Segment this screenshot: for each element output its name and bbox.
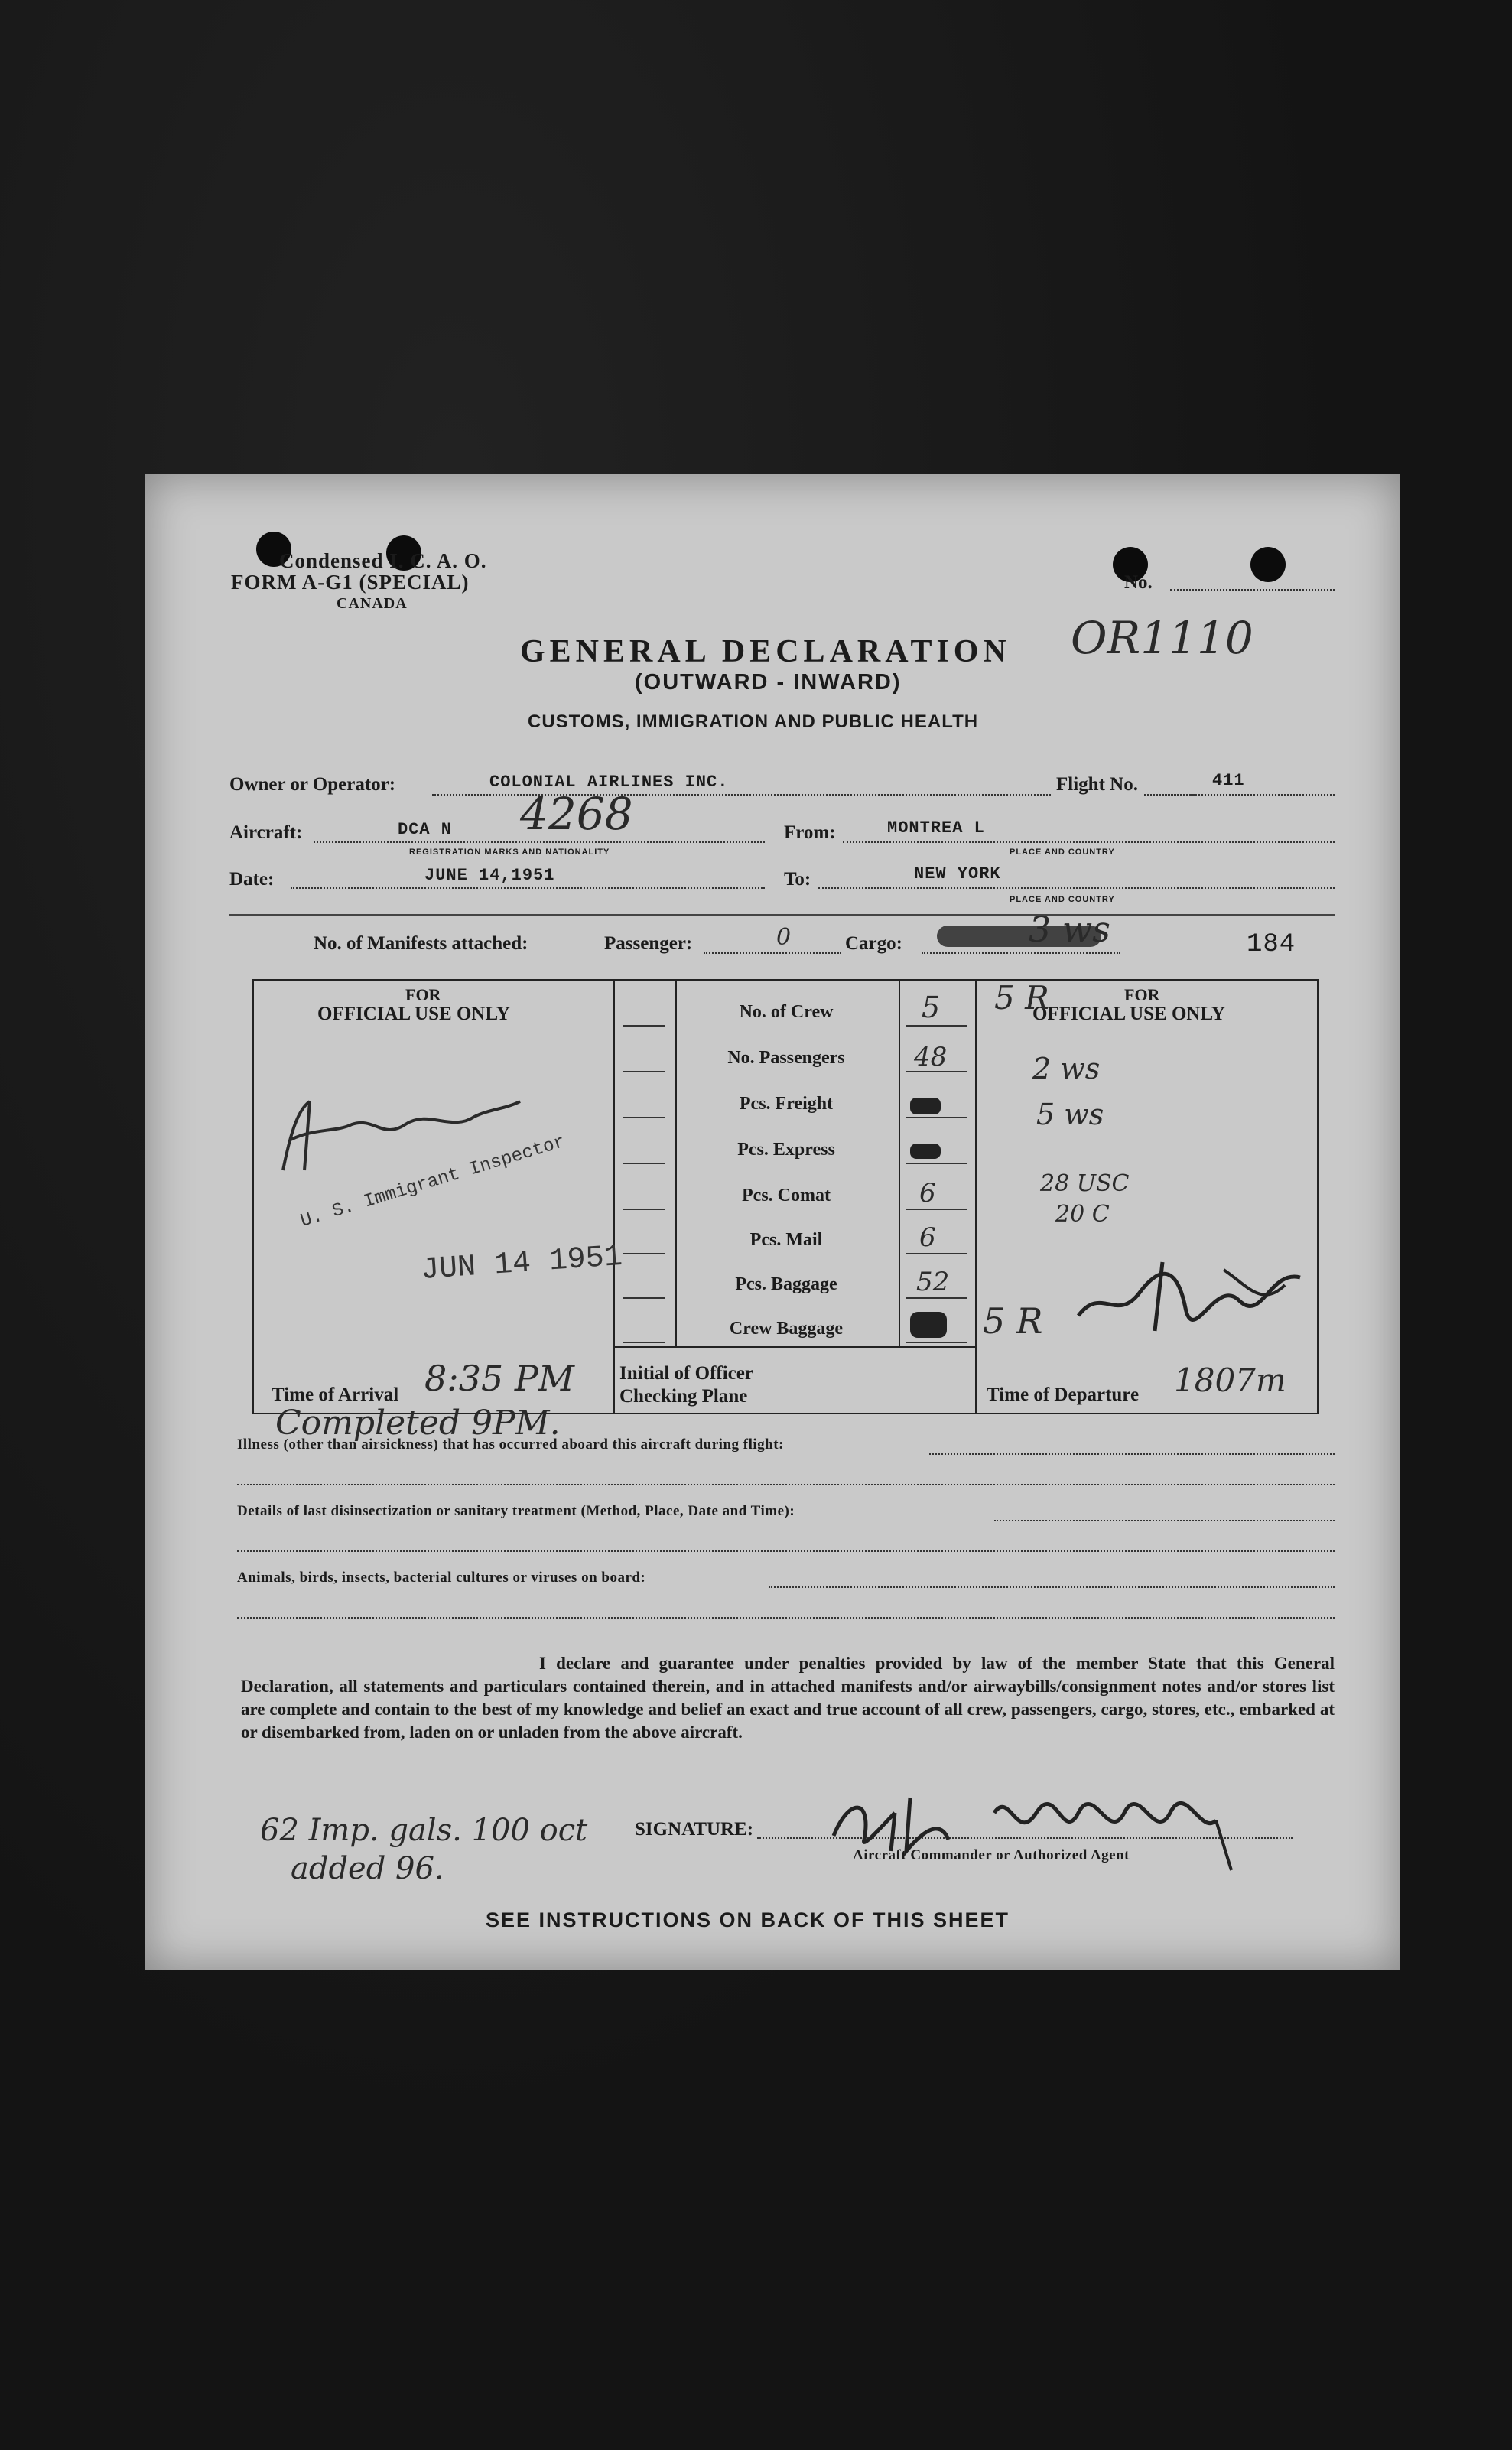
- time-arrival-value: 8:35 PM: [424, 1358, 574, 1399]
- animals-label: Animals, birds, insects, bacterial cultures or viruses on board:: [237, 1570, 646, 1586]
- country-label: CANADA: [337, 595, 408, 612]
- right-official-header-1: FOR: [1124, 985, 1160, 1004]
- animals-line-2: [237, 1617, 1335, 1619]
- header-rule: [229, 914, 1335, 916]
- row-dash: [623, 1342, 665, 1343]
- handwritten-number: OR1110: [1071, 612, 1253, 664]
- from-value: MONTREA L: [887, 818, 985, 838]
- disinsection-line: [994, 1520, 1335, 1521]
- value-line: [906, 1209, 967, 1210]
- time-arrival-label: Time of Arrival: [272, 1384, 399, 1405]
- fuel-note-1: 62 Imp. gals. 100 oct: [260, 1813, 588, 1848]
- punch-hole: [1250, 547, 1286, 582]
- manifests-label: No. of Manifests attached:: [314, 933, 528, 954]
- passengers-value: 48: [914, 1042, 948, 1072]
- value-line: [906, 1025, 967, 1027]
- value-line: [906, 1253, 967, 1254]
- express-scribble: [910, 1144, 941, 1159]
- signature-label: SIGNATURE:: [635, 1819, 754, 1840]
- no-line: [1170, 589, 1335, 591]
- row-dash: [623, 1209, 665, 1210]
- to-label: To:: [784, 869, 811, 890]
- fuel-note-2: added 96.: [291, 1851, 444, 1886]
- row-dash: [623, 1117, 665, 1118]
- right-note-4: 28 USC: [1040, 1170, 1130, 1197]
- row-label-comat: Pcs. Comat: [742, 1186, 831, 1205]
- row-dash: [623, 1297, 665, 1299]
- row-label-passengers: No. Passengers: [727, 1048, 845, 1068]
- form-title: GENERAL DECLARATION: [520, 634, 1011, 669]
- right-note-3: 5 ws: [1036, 1098, 1104, 1131]
- declaration-text: I declare and guarantee under penalties provided by law of the member State that this General Declaration, all statements and particulars contained therein, and in attached manifests and/or airwaybills/consignment notes and/or stores list are complete and contain to the best of my knowledge and belief an exact and true account of all crew, passengers, cargo, stores, etc., embarked at or disembarked from, laden on or unladen from the above aircraft.: [241, 1654, 1335, 1742]
- passenger-value: 0: [776, 924, 792, 951]
- baggage-value: 52: [916, 1267, 950, 1297]
- passenger-label: Passenger:: [604, 933, 693, 954]
- crew-value: 5: [922, 991, 941, 1024]
- value-line: [906, 1117, 967, 1118]
- condensed-label: Condensed I. C. A. O.: [279, 549, 487, 572]
- crew-baggage-note: 5 R: [983, 1300, 1043, 1342]
- time-departure-value: 1807m: [1174, 1362, 1286, 1399]
- flight-line: [1162, 794, 1335, 796]
- row-dash: [623, 1163, 665, 1164]
- place-caption-to: PLACE AND COUNTRY: [1010, 895, 1115, 904]
- stamp-inspector-title: U. S. Immigrant Inspector: [298, 1131, 568, 1232]
- row-label-crew-baggage: Crew Baggage: [729, 1319, 844, 1339]
- flight-label: Flight No.: [1052, 774, 1143, 796]
- stamp-date: JUN 14 1951: [419, 1239, 624, 1289]
- initial-officer-label: Initial of Officer: [619, 1363, 753, 1384]
- right-official-header-2: OFFICIAL USE ONLY: [1032, 1004, 1225, 1024]
- row-dash: [623, 1025, 665, 1027]
- to-value: NEW YORK: [914, 864, 1001, 883]
- declaration-form: [145, 474, 1400, 1970]
- mail-value: 6: [919, 1222, 936, 1253]
- left-official-header-1: FOR: [405, 985, 441, 1004]
- disinsection-label: Details of last disinsectization or sanitary treatment (Method, Place, Date and Time):: [237, 1503, 795, 1519]
- cargo-line: [922, 952, 1120, 954]
- form-subtitle: (OUTWARD - INWARD): [635, 670, 902, 695]
- value-line: [906, 1163, 967, 1164]
- row-dash: [623, 1071, 665, 1072]
- disinsection-line-2: [237, 1550, 1335, 1552]
- flight-value: 411: [1212, 771, 1245, 790]
- time-departure-label: Time of Departure: [987, 1384, 1140, 1405]
- row-label-freight: Pcs. Freight: [739, 1094, 834, 1114]
- cargo-handwritten: 3 ws: [1029, 909, 1110, 950]
- owner-value: COLONIAL AIRLINES INC.: [489, 773, 729, 792]
- form-number: FORM A-G1 (SPECIAL): [231, 571, 470, 594]
- aircraft-label: Aircraft:: [229, 822, 303, 843]
- value-line: [906, 1297, 967, 1299]
- aircraft-line: [314, 841, 765, 843]
- table-divider: [899, 979, 900, 1346]
- checking-plane-label: Checking Plane: [619, 1386, 748, 1407]
- row-dash: [623, 1253, 665, 1254]
- initials-signature: [1071, 1254, 1308, 1339]
- no-label: No.: [1124, 572, 1153, 593]
- value-line: [906, 1342, 967, 1343]
- page-number: 184: [1247, 930, 1296, 959]
- date-line: [291, 887, 765, 889]
- crew-baggage-scribble: [910, 1312, 947, 1338]
- from-line: [843, 841, 1335, 843]
- date-value: JUNE 14,1951: [424, 866, 555, 885]
- from-label: From:: [784, 822, 836, 843]
- right-note-2: 2 ws: [1032, 1052, 1101, 1085]
- illness-label: Illness (other than airsickness) that has occurred aboard this aircraft during flight:: [237, 1436, 784, 1453]
- comat-value: 6: [919, 1178, 936, 1209]
- instructions-footer: SEE INSTRUCTIONS ON BACK OF THIS SHEET: [486, 1908, 1010, 1931]
- illness-line: [929, 1453, 1335, 1455]
- right-note-5: 20 C: [1055, 1201, 1110, 1228]
- cargo-label: Cargo:: [845, 933, 902, 954]
- to-line: [818, 887, 1335, 889]
- passenger-line: [704, 952, 841, 954]
- aircraft-value: DCA N: [398, 820, 453, 839]
- registration-caption: REGISTRATION MARKS AND NATIONALITY: [409, 848, 610, 857]
- illness-handwritten: Completed 9PM.: [275, 1404, 561, 1443]
- commander-caption: Aircraft Commander or Authorized Agent: [853, 1847, 1130, 1863]
- date-label: Date:: [229, 869, 275, 890]
- animals-line: [769, 1586, 1335, 1588]
- row-label-mail: Pcs. Mail: [749, 1230, 823, 1250]
- owner-label: Owner or Operator:: [229, 774, 396, 795]
- freight-scribble: [910, 1098, 941, 1114]
- table-row-rule: [613, 1346, 975, 1348]
- aircraft-handwritten: 4268: [520, 788, 633, 840]
- place-caption-from: PLACE AND COUNTRY: [1010, 848, 1115, 857]
- table-divider: [975, 979, 977, 1413]
- illness-line-2: [237, 1484, 1335, 1485]
- right-note-crew: 5 R: [994, 979, 1049, 1017]
- row-label-baggage: Pcs. Baggage: [735, 1274, 837, 1294]
- row-label-express: Pcs. Express: [737, 1140, 835, 1160]
- customs-heading: CUSTOMS, IMMIGRATION AND PUBLIC HEALTH: [528, 711, 979, 732]
- left-official-header-2: OFFICIAL USE ONLY: [317, 1004, 510, 1024]
- row-label-crew: No. of Crew: [739, 1002, 834, 1022]
